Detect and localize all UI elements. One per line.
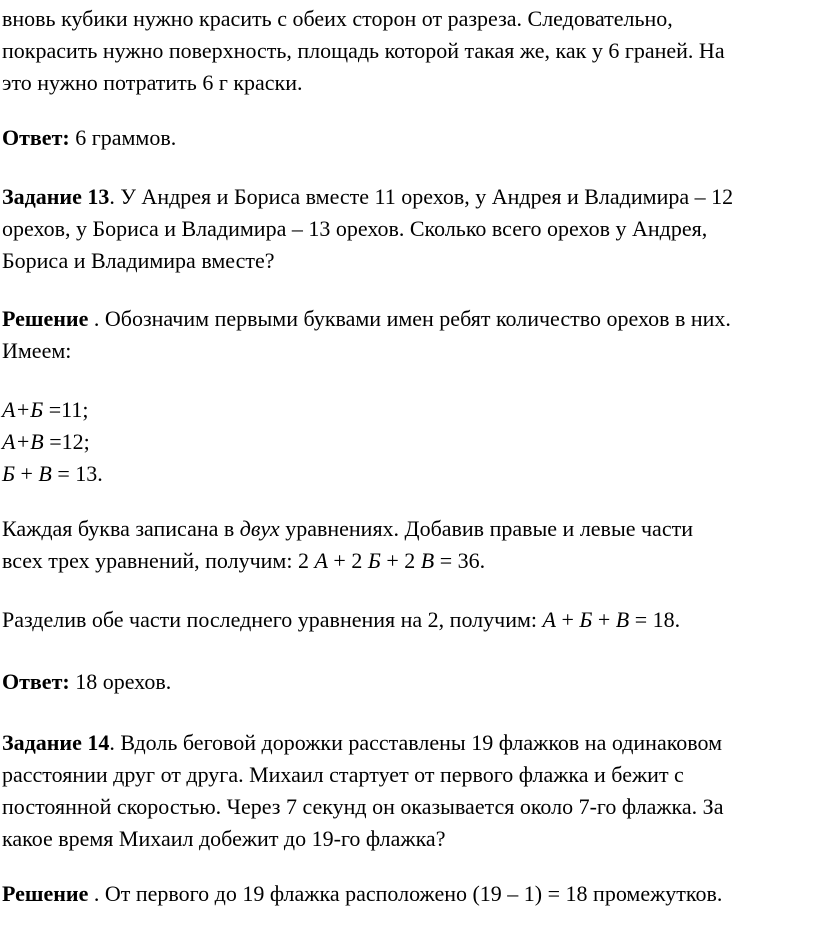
paragraph-painting-conclusion — [2, 3, 812, 99]
solution-label: Решение — [2, 306, 89, 331]
answer-label: Ответ: — [2, 669, 70, 694]
solution-text: . От первого до 19 флажка расположено (19 – 1) = 18 промежутков. — [88, 881, 723, 906]
equation-1: А+Б =11; — [2, 397, 89, 422]
text-line: Имеем: — [2, 338, 72, 363]
answer-1 — [2, 122, 812, 154]
task-text: . Вдоль беговой дорожки расставлены 19 флажков на одинаковом — [109, 730, 723, 755]
text-line: это нужно потратить 6 г краски. — [2, 70, 303, 95]
text-line: орехов, у Бориса и Владимира – 13 орехов. Сколько всего орехов у Андрея, — [2, 216, 708, 241]
solution-label: Решение — [2, 881, 89, 906]
answer-text: 6 граммов. — [69, 125, 177, 150]
equation-2: А+В =12; — [2, 429, 90, 454]
solution-text: . Обозначим первыми буквами имен ребят количество орехов в них. — [88, 306, 731, 331]
text-line: какое время Михаил добежит до 19-го флажка? — [2, 826, 446, 851]
equations-block — [2, 394, 812, 490]
solution-14 — [2, 878, 812, 910]
paragraph-sum-equations: Каждая буква записана в двух уравнениях. Добавив правые и левые части всех трех уравнений, получим: 2 А + 2 Б + 2 В = 36. — [2, 516, 693, 573]
text-line: вновь кубики нужно красить с обеих сторон от разреза. Следовательно, — [2, 6, 673, 31]
task-text: . У Андрея и Бориса вместе 11 орехов, у Андрея и Владимира – 12 — [109, 184, 734, 209]
text-line: покрасить нужно поверхность, площадь которой такая же, как у 6 граней. На — [2, 38, 725, 63]
paragraph-divide: Разделив обе части последнего уравнения на 2, получим: А + Б + В = 18. — [2, 607, 681, 632]
task-13 — [2, 181, 812, 277]
answer-text: 18 орехов. — [69, 669, 172, 694]
task-label: Задание 13 — [2, 184, 110, 209]
text-line: постоянной скоростью. Через 7 секунд он оказывается около 7-го флажка. За — [2, 794, 724, 819]
text-line: Бориса и Владимира вместе? — [2, 248, 275, 273]
task-14 — [2, 727, 812, 855]
text-line: расстоянии друг от друга. Михаил стартует от первого флажка и бежит с — [2, 762, 684, 787]
solution-13 — [2, 303, 812, 367]
task-label: Задание 14 — [2, 730, 110, 755]
answer-label: Ответ: — [2, 125, 70, 150]
answer-2 — [2, 666, 812, 698]
equation-3: Б + В = 13. — [2, 461, 103, 486]
